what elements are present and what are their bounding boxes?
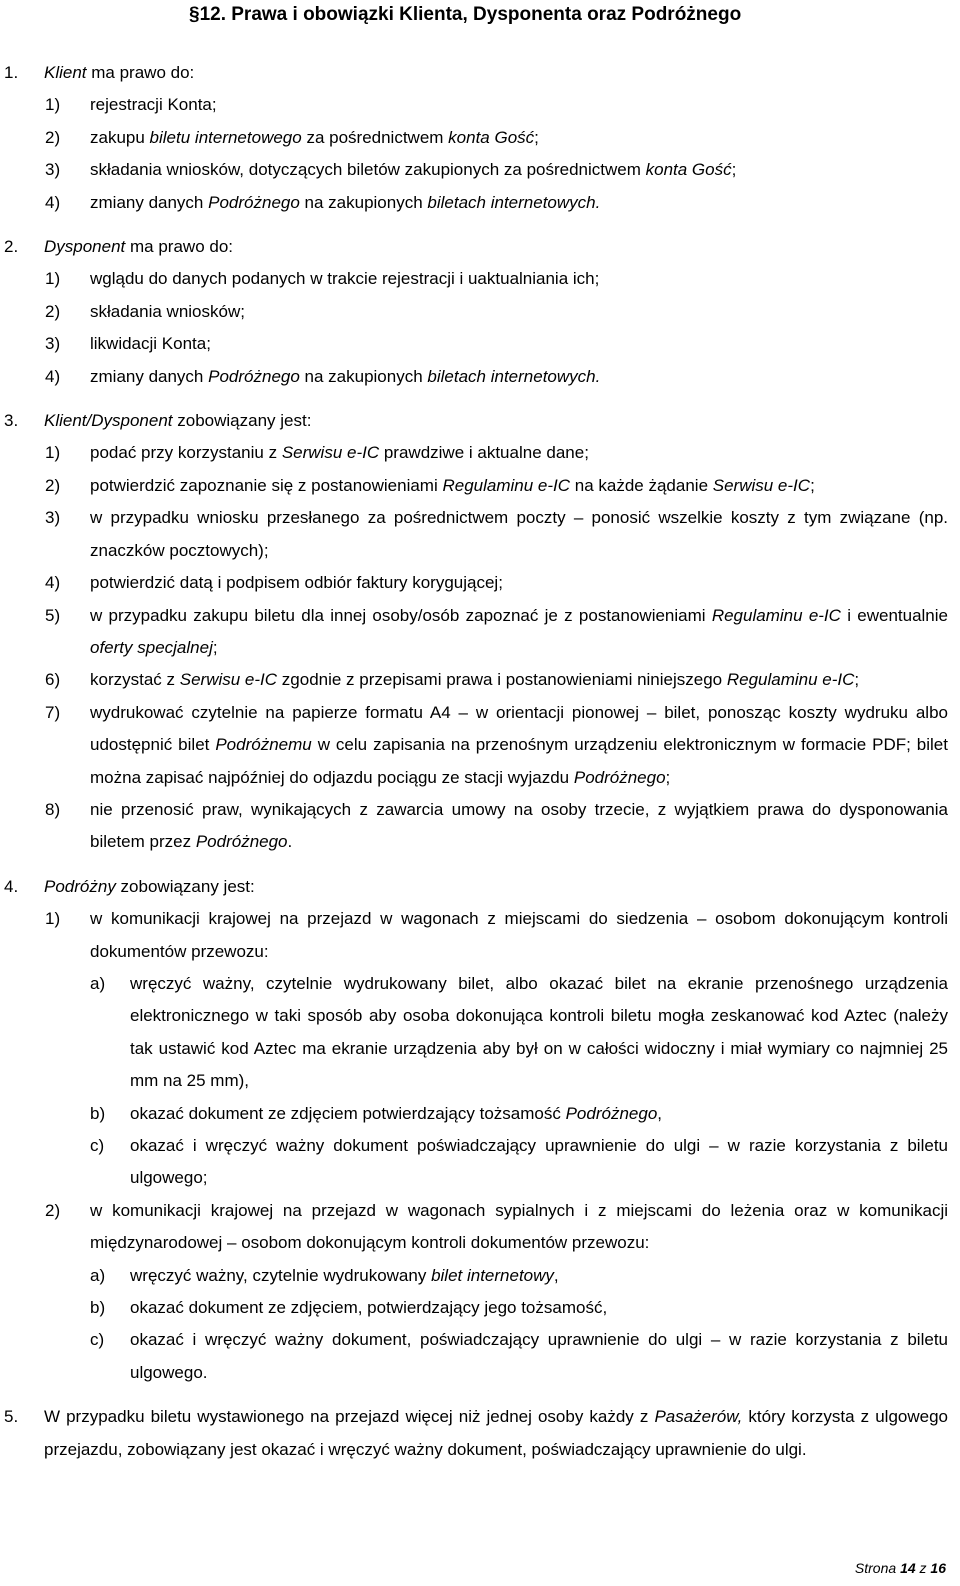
section-heading-text: W przypadku biletu wystawionego na przejazd więcej niż jednej osoby każdy z Pasażerów, który korzysta z ulgowego przejazdu, zobowiązany jest okazać i wręczyć ważny dokument, poświadczający uprawnienie do ulgi. — [44, 1407, 948, 1459]
sub-list-item-letter: b) — [90, 1103, 106, 1123]
list-item-text: podać przy korzystaniu z Serwisu e-IC prawdziwe i aktualne dane; — [90, 443, 589, 463]
list-item — [0, 794, 960, 859]
list-item-number: 3) — [45, 334, 61, 354]
section-number: 4. — [4, 876, 19, 896]
section-heading — [0, 231, 960, 263]
list-item-number: 3) — [45, 160, 61, 180]
sub-list-item — [0, 1260, 960, 1292]
list-item — [0, 697, 960, 794]
list-item-text: rejestracji Konta; — [90, 95, 217, 115]
list-item-text: likwidacji Konta; — [90, 334, 211, 354]
list-item-text: potwierdzić zapoznanie się z postanowieniami Regulaminu e-IC na każde żądanie Serwisu e-IC; — [90, 475, 815, 495]
list-item — [0, 437, 960, 469]
section-3 — [0, 405, 960, 859]
list-item-text: zakupu biletu internetowego za pośrednictwem konta Gość; — [90, 127, 539, 147]
footer-total: 16 — [930, 1560, 946, 1576]
list-item — [0, 470, 960, 502]
list-item-number: 4) — [45, 192, 61, 212]
list-item — [0, 1195, 960, 1260]
page-footer — [855, 1558, 946, 1578]
sub-list-item-letter: c) — [90, 1330, 105, 1350]
section-heading — [0, 871, 960, 903]
footer-sep: z — [919, 1560, 927, 1576]
footer-label: Strona — [854, 1560, 897, 1576]
list-item-number: 1) — [45, 443, 61, 463]
section-number: 3. — [4, 411, 19, 431]
list-item-text: w komunikacji krajowej na przejazd w wagonach sypialnych i z miejscami do leżenia oraz w komunikacji międzynarodowej – osobom dokonującym kontroli dokumentów przewozu: — [90, 1200, 948, 1253]
sub-list-item-letter: c) — [90, 1136, 105, 1155]
list-item-text: potwierdzić datą i podpisem odbiór faktury korygującej; — [90, 573, 503, 593]
section-heading — [0, 57, 960, 89]
list-item-text: korzystać z Serwisu e-IC zgodnie z przepisami prawa i postanowieniami niniejszego Regulaminu e-IC; — [90, 670, 860, 690]
list-item-number: 1) — [45, 95, 61, 115]
sub-list-item-text: okazać i wręczyć ważny dokument poświadczający uprawnienie do ulgi – w razie korzystania z biletu ulgowego; — [130, 1136, 948, 1188]
list-item-text: zmiany danych Podróżnego na zakupionych biletach internetowych. — [90, 366, 601, 386]
list-item — [0, 89, 960, 121]
sub-list-item-text: okazać i wręczyć ważny dokument, poświadczający uprawnienie do ulgi – w razie korzystania z biletu ulgowego. — [130, 1330, 948, 1382]
sub-list-item-text: wręczyć ważny, czytelnie wydrukowany bilet internetowy, — [130, 1265, 559, 1285]
sub-list-item — [0, 1130, 960, 1195]
list-item-text: wglądu do danych podanych w trakcie rejestracji i uaktualniania ich; — [90, 269, 600, 289]
list-item-text: nie przenosić praw, wynikających z zawarcia umowy na osoby trzecie, z wyjątkiem prawa do dysponowania biletem przez Podróżnego. — [90, 799, 948, 852]
sub-list-item — [0, 1098, 960, 1130]
list-item — [0, 502, 960, 567]
list-item — [0, 154, 960, 186]
document-body — [0, 57, 960, 1466]
list-item — [0, 664, 960, 696]
section-5 — [0, 1401, 960, 1466]
list-item — [0, 328, 960, 360]
sub-list-item — [0, 1292, 960, 1324]
section-heading-text: Klient ma prawo do: — [44, 63, 195, 82]
list-item-number: 3) — [45, 508, 61, 528]
list-item-text: wydrukować czytelnie na papierze formatu A4 – w orientacji pionowej – bilet, ponosząc koszty wydruku albo udostępnić bilet Podróżnemu w celu zapisania na przenośnym urządzeniu elektronicznym w formacie PDF; bilet można zapisać najpóźniej do odjazdu pociągu ze stacji wyjazdu Podróżnego; — [90, 702, 948, 787]
list-item-number: 8) — [45, 799, 61, 819]
section-2 — [0, 231, 960, 393]
sub-list-item-text: wręczyć ważny, czytelnie wydrukowany bilet, albo okazać bilet na ekranie przenośnego urządzenia elektronicznego w taki sposób aby osoba dokonująca kontroli biletu mogła zeskanować kod Aztec (należy tak ustawić kod Aztec ma ekranie urządzenia aby był on w całości widoczny i miał wymiary co najmniej 25 mm na 25 mm), — [130, 973, 948, 1091]
list-item-number: 2) — [45, 1200, 61, 1220]
list-item-number: 1) — [45, 269, 61, 289]
section-number: 2. — [4, 237, 19, 257]
list-item-number: 2) — [45, 475, 61, 495]
list-item-text: w przypadku zakupu biletu dla innej osoby/osób zapoznać je z postanowieniami Regulaminu e-IC i ewentualnie oferty specjalnej; — [90, 605, 948, 657]
section-title: §12. Prawa i obowiązki Klienta, Dysponenta oraz Podróżnego — [189, 4, 742, 25]
list-item-number: 4) — [45, 573, 61, 593]
list-item-text: w przypadku wniosku przesłanego za pośrednictwem poczty – ponosić wszelkie koszty z tym związane (np. znaczków pocztowych); — [90, 508, 948, 560]
section-number: 5. — [4, 1407, 19, 1427]
list-item — [0, 567, 960, 599]
section-heading-text: Dysponent ma prawo do: — [44, 237, 234, 257]
list-item — [0, 600, 960, 665]
sub-list-item-letter: b) — [90, 1298, 106, 1318]
section-1 — [0, 57, 960, 219]
list-item-number: 1) — [45, 909, 61, 929]
list-item-text: zmiany danych Podróżnego na zakupionych biletach internetowych. — [90, 192, 601, 212]
list-item — [0, 122, 960, 154]
sub-list-item-letter: a) — [90, 973, 106, 993]
sub-list-item-letter: a) — [90, 1265, 106, 1285]
list-item-number: 7) — [45, 702, 61, 722]
section-heading-text: Podróżny zobowiązany jest: — [44, 876, 255, 896]
list-item-text: w komunikacji krajowej na przejazd w wagonach z miejscami do siedzenia – osobom dokonującym kontroli dokumentów przewozu: — [90, 909, 948, 961]
list-item — [0, 903, 960, 968]
section-4 — [0, 871, 960, 1390]
sub-list-item — [0, 1324, 960, 1389]
list-item-number: 6) — [45, 670, 61, 690]
sub-list-item — [0, 968, 960, 1098]
section-heading — [0, 1401, 960, 1466]
section-heading — [0, 405, 960, 437]
footer-page: 14 — [900, 1560, 916, 1576]
sub-list-item-text: okazać dokument ze zdjęciem potwierdzający tożsamość Podróżnego, — [130, 1103, 663, 1123]
list-item — [0, 187, 960, 219]
sub-list-item-text: okazać dokument ze zdjęciem, potwierdzający jego tożsamość, — [130, 1298, 608, 1318]
list-item-text: składania wniosków; — [90, 301, 245, 321]
list-item — [0, 263, 960, 295]
list-item-number: 2) — [45, 301, 61, 321]
list-item — [0, 296, 960, 328]
list-item-number: 5) — [45, 605, 61, 625]
list-item-text: składania wniosków, dotyczących biletów zakupionych za pośrednictwem konta Gość; — [90, 160, 737, 180]
section-number: 1. — [4, 63, 19, 82]
list-item — [0, 361, 960, 393]
list-item-number: 2) — [45, 127, 61, 147]
list-item-number: 4) — [45, 366, 61, 386]
section-heading-text: Klient/Dysponent zobowiązany jest: — [44, 411, 312, 431]
